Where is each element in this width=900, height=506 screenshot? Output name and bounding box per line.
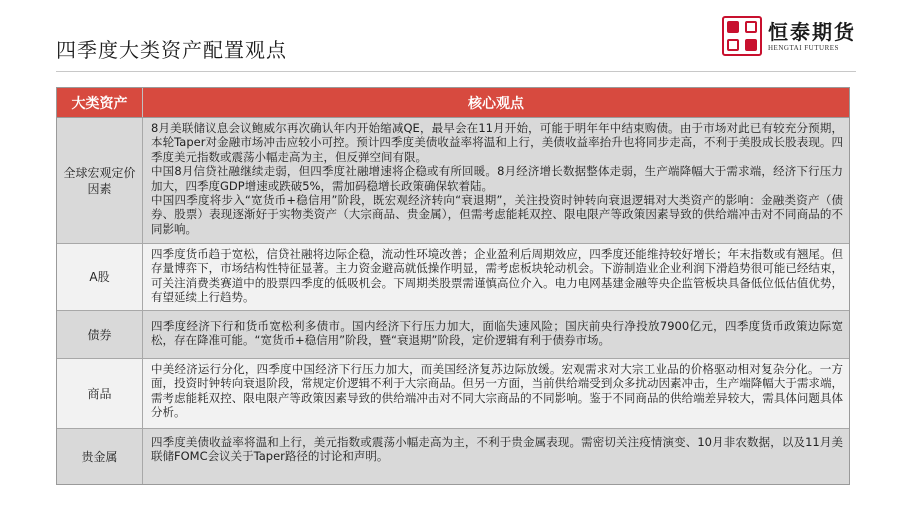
view-paragraph: 8月美联储议息会议鲍威尔再次确认年内开始缩减QE，最早会在11月开始，可能于明年年中结束购债。由于市场对此已有较充分预期，本轮Taper对金融市场冲击应较小可控。预计四季度美债收益率将温和上行，美债收益率抬升也将同步走高，不利于美股成长股表现。四季度美元指数或震荡小幅走高为主，但反弹空间有限。 xyxy=(151,121,843,164)
view-paragraph: 中国8月信贷社融继续走弱，但四季度社融增速将企稳或有所回暖。8月经济增长数据整体走弱，生产端降幅大于需求端，经济下行压力加大，四季度GDP增速或跌破5%，需加码稳增长政策确保软着陆。 xyxy=(151,164,843,193)
view-cell xyxy=(143,244,849,310)
logo-seal-icon xyxy=(722,16,762,56)
header-asset-class: 大类资产 xyxy=(57,88,143,117)
view-paragraph: 中美经济运行分化，四季度中国经济下行压力加大，而美国经济复苏边际放缓。宏观需求对大宗工业品的价格驱动相对复杂分化。一方面，投资时钟转向衰退阶段，常规定价逻辑不利于大宗商品。但另一方面，当前供给端受到众多扰动因素冲击，生产端降幅大于需求端，需考虑能耗双控、限电限产等政策因素导致的供给端冲击对不同大宗商品的不同影响。鉴于不同商品的供给端差异较大，需具体问题具体分析。 xyxy=(151,362,843,420)
view-paragraph: 四季度货币趋于宽松，信贷社融将边际企稳，流动性环境改善；企业盈利后周期效应，四季度还能维持较好增长；年末指数或有翘尾。但存量博弈下，市场结构性特征显著。主力资金避高就低操作明显，需考虑板块轮动机会。下游制造业企业利润下滑趋势很可能已经结束，可关注消费类赛道中的股票四季度的低吸机会。下周期类股票需谨慎高位介入。电力电网基建金融等央企监管板块具备低位低估值优势，有望延续上行趋势。 xyxy=(151,247,843,305)
table-row xyxy=(57,359,849,429)
asset-cell: 全球宏观定价因素 xyxy=(57,118,143,243)
table-header xyxy=(57,88,849,118)
table-row xyxy=(57,311,849,359)
view-paragraph: 中国四季度将步入“宽货币+稳信用”阶段，既宏观经济转向“衰退期”，关注投资时钟转向衰退逻辑对大类资产的影响：金融类资产（债券、股票）表现逐渐好于实物类资产（大宗商品、贵金属），但需考虑能耗双控、限电限产等政策因素导致的供给端冲击对不同商品的不同影响。 xyxy=(151,193,843,236)
allocation-table xyxy=(56,87,850,485)
asset-cell: 债券 xyxy=(57,311,143,358)
view-cell xyxy=(143,311,849,358)
asset-cell: A股 xyxy=(57,244,143,310)
table-row xyxy=(57,429,849,484)
view-cell xyxy=(143,359,849,428)
title-divider xyxy=(56,71,856,72)
logo-name-cn: 恒泰期货 xyxy=(768,20,856,44)
asset-cell: 商品 xyxy=(57,359,143,428)
header-core-view: 核心观点 xyxy=(468,95,524,112)
table-row xyxy=(57,244,849,311)
view-paragraph: 四季度经济下行和货币宽松利多债市。国内经济下行压力加大，面临失速风险；国庆前央行净投放7900亿元，四季度货币政策边际宽松，存在降准可能。“宽货币+稳信用”阶段，暨“衰退期”阶段，定价逻辑有利于债券市场。 xyxy=(151,319,843,348)
logo-name-en: HENGTAI FUTURES xyxy=(768,44,839,52)
company-logo xyxy=(722,14,862,62)
view-paragraph: 四季度美债收益率将温和上行，美元指数或震荡小幅走高为主，不利于贵金属表现。需密切关注疫情演变、10月非农数据，以及11月美联储FOMC会议关于Taper路径的讨论和声明。 xyxy=(151,435,843,464)
asset-cell: 贵金属 xyxy=(57,429,143,484)
view-cell xyxy=(143,429,849,484)
page-title: 四季度大类资产配置观点 xyxy=(56,38,287,62)
view-cell xyxy=(143,118,849,243)
table-row xyxy=(57,118,849,244)
